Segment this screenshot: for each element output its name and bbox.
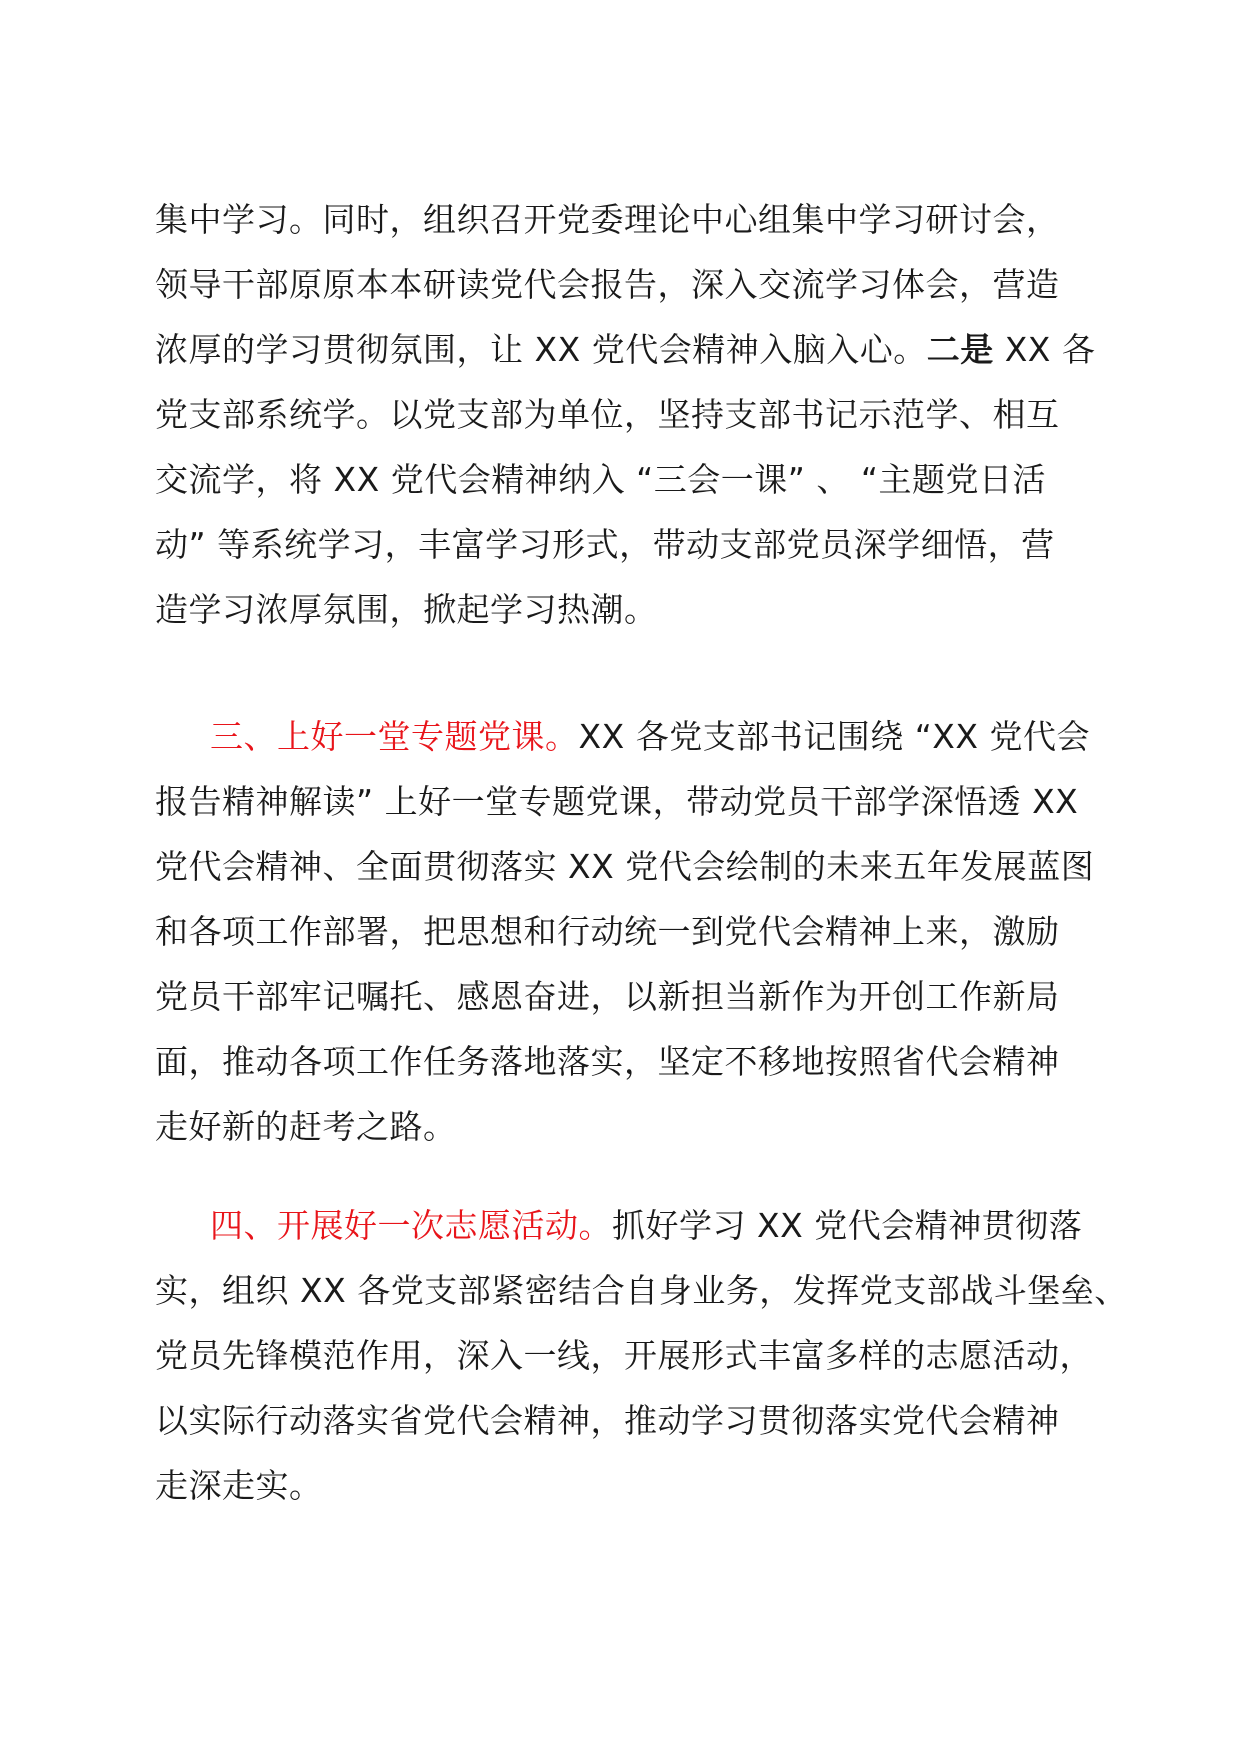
text-line: 造学习浓厚氛围，掀起学习热潮。 [155, 590, 658, 629]
text-span: XX 各 [993, 330, 1096, 369]
text-line: 党代会精神、全面贯彻落实 XX 党代会绘制的未来五年发展蓝图 [155, 847, 1095, 886]
text-span: XX 各党支部书记围绕 “XX 党代会 [578, 717, 1090, 756]
section-heading: 四、开展好一次志愿活动。 [210, 1206, 612, 1245]
text-line [210, 717, 1090, 757]
text-span: 浓厚的学习贯彻氛围，让 XX 党代会精神入脑入心。 [155, 330, 927, 369]
text-span: 抓好学习 XX 党代会精神贯彻落 [612, 1206, 1083, 1245]
text-line [210, 1206, 1082, 1246]
section-heading: 三、上好一堂专题党课。 [210, 717, 579, 756]
text-line: 实，组织 XX 各党支部紧密结合自身业务，发挥党支部战斗堡垒、 [155, 1271, 1128, 1310]
text-line [155, 330, 1095, 370]
text-line: 集中学习。同时，组织召开党委理论中心组集中学习研讨会， [155, 200, 1060, 239]
text-line: 交流学，将 XX 党代会精神纳入 “三会一课” 、 “主题党日活 [155, 460, 1046, 499]
text-line: 面，推动各项工作任务落地落实，坚定不移地按照省代会精神 [155, 1042, 1060, 1081]
emphasis-label: 二是 [926, 330, 994, 369]
text-line: 以实际行动落实省党代会精神，推动学习贯彻落实党代会精神 [155, 1401, 1060, 1440]
text-line: 走深走实。 [155, 1466, 323, 1505]
text-line: 党员干部牢记嘱托、感恩奋进，以新担当新作为开创工作新局 [155, 977, 1060, 1016]
text-line: 党员先锋模范作用，深入一线，开展形式丰富多样的志愿活动， [155, 1336, 1093, 1375]
text-line: 党支部系统学。以党支部为单位，坚持支部书记示范学、相互 [155, 395, 1060, 434]
text-line: 走好新的赶考之路。 [155, 1107, 457, 1146]
text-line: 领导干部原原本本研读党代会报告，深入交流学习体会，营造 [155, 265, 1060, 304]
text-line: 动” 等系统学习，丰富学习形式，带动支部党员深学细悟，营 [155, 525, 1055, 564]
text-line: 报告精神解读” 上好一堂专题党课，带动党员干部学深悟透 XX [155, 782, 1079, 821]
text-line: 和各项工作部署，把思想和行动统一到党代会精神上来，激励 [155, 912, 1060, 951]
